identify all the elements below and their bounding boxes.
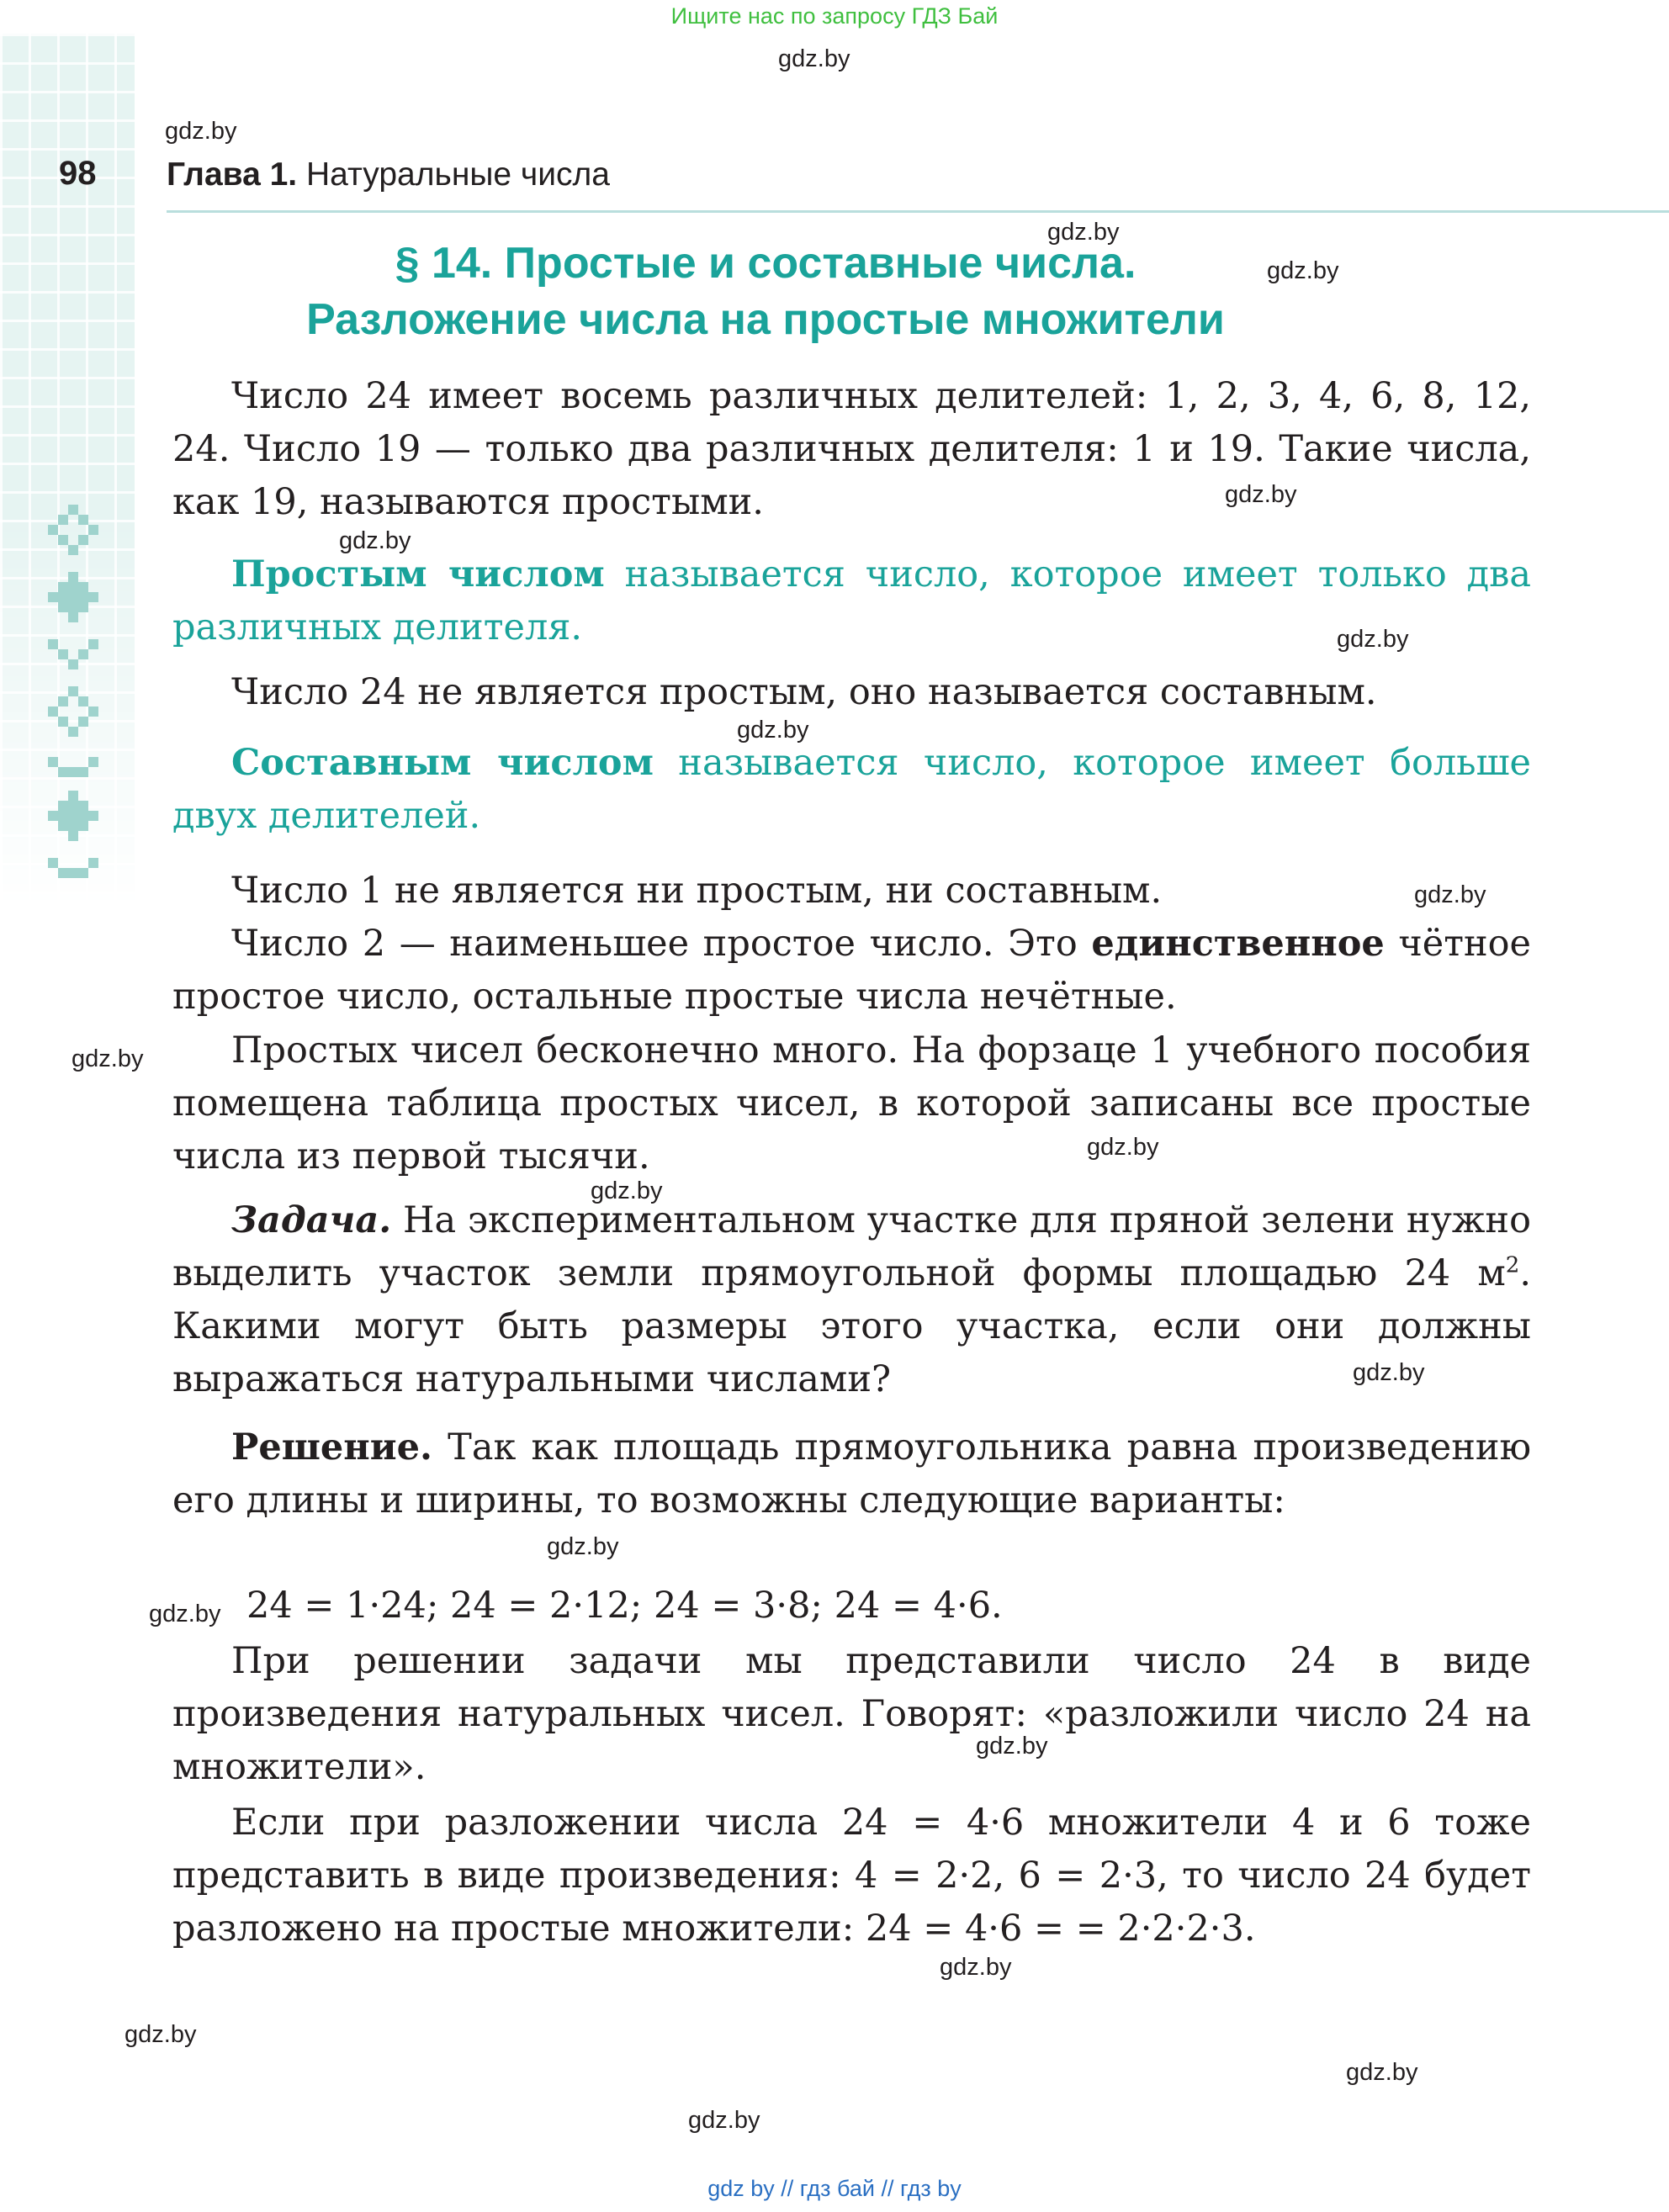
page-number: 98 [59,155,97,192]
solution-text: Так как площадь прямоугольника равна произведению его длины и ширины, то возможны следующие варианты: [172,1426,1531,1521]
watermark: gdz.by [1346,2059,1418,2086]
task-text-a: На экспериментальном участке для пряной зелени нужно выделить участок земли прямоугольной формы площадью 24 м [172,1199,1531,1294]
paragraph-one: Число 1 не является ни простым, ни составным. [231,870,1163,912]
paragraph-intro: Число 24 имеет восемь различных делителей: 1, 2, 3, 4, 6, 8, 12, 24. Число 19 — только два различных делителя: 1 и 19. Такие числа, как 19, называются простыми. [172,375,1531,523]
watermark: gdz.by [1225,481,1297,508]
section-title-line1: § 14. Простые и составные числа. [395,239,1137,288]
watermark: gdz.by [1337,626,1409,653]
ornament-icon [45,505,101,892]
watermark: gdz.by [778,45,850,72]
task-paragraph [172,1194,1531,1406]
watermark: gdz.by [165,118,237,145]
definition-composite-term: Составным числом [231,742,654,784]
definition-prime [172,548,1531,654]
watermark: gdz.by [1047,219,1120,246]
watermark: gdz.by [591,1177,663,1204]
watermark: gdz.by [1353,1359,1425,1386]
watermark: gdz.by [1414,881,1486,908]
definition-prime-text: называется число, которое имеет только два различных делителя. [172,553,1531,648]
watermark: gdz.by [149,1601,221,1627]
chapter-title: Натуральные числа [306,156,610,193]
watermark: gdz.by [737,717,809,744]
watermark: gdz.by [976,1733,1048,1760]
paragraph-two-b: чётное простое число, остальные простые числа нечётные. [172,923,1531,1018]
task-superscript: 2 [1505,1252,1520,1278]
watermark: gdz.by [940,1954,1012,1981]
watermark: gdz.by [547,1533,619,1560]
footer-links[interactable]: gdz by // гдз бай // гдз by [707,2176,962,2201]
watermark: gdz.by [1267,257,1339,284]
chapter-heading [167,156,610,193]
watermark: gdz.by [688,2107,760,2134]
paragraph-composite: Число 24 не является простым, оно называется составным. [231,671,1377,713]
paragraph-prime-factors: Если при разложении числа 24 = 4·6 множители 4 и 6 тоже представить в виде произведения: 4 = 2·2, 6 = 2·3, то число 24 будет разложено на простые множители: 24 = 4·6 = = 2·2·2·3. [172,1802,1531,1950]
chapter-label: Глава 1. [167,156,298,193]
definition-prime-term: Простым числом [231,553,605,595]
task-text-b: . Какими могут быть размеры этого участка, если они должны выражаться натуральными числами? [172,1252,1531,1400]
paragraph-two-bold: единственное [1091,923,1385,965]
definition-composite [172,737,1531,843]
paragraph-factorization: При решении задачи мы представили число 24 в виде произведения натуральных чисел. Говорят: «разложили число 24 на множители». [172,1640,1531,1788]
watermark: gdz.by [125,2021,197,2048]
watermark: gdz.by [1087,1134,1159,1161]
paragraph-two-a: Число 2 — наименьшее простое число. Это [231,923,1092,965]
factor-formula: 24 = 1·24; 24 = 2·12; 24 = 3·8; 24 = 4·6. [246,1585,1003,1627]
paragraph-infinite: Простых чисел бесконечно много. На форзаце 1 учебного пособия помещена таблица простых чисел, в которой записаны все простые числа из первой тысячи. [172,1029,1531,1177]
definition-composite-text: называется число, которое имеет больше двух делителей. [172,742,1531,837]
section-title-line2: Разложение числа на простые множители [306,295,1225,344]
watermark: gdz.by [339,527,411,554]
task-label: Задача. [231,1199,392,1241]
top-banner[interactable]: Ищите нас по запросу ГДЗ Бай [670,3,999,29]
solution-paragraph [172,1421,1531,1527]
solution-label: Решение. [231,1426,432,1468]
header-divider [167,210,1669,213]
watermark: gdz.by [72,1045,144,1072]
paragraph-two [172,918,1531,1024]
